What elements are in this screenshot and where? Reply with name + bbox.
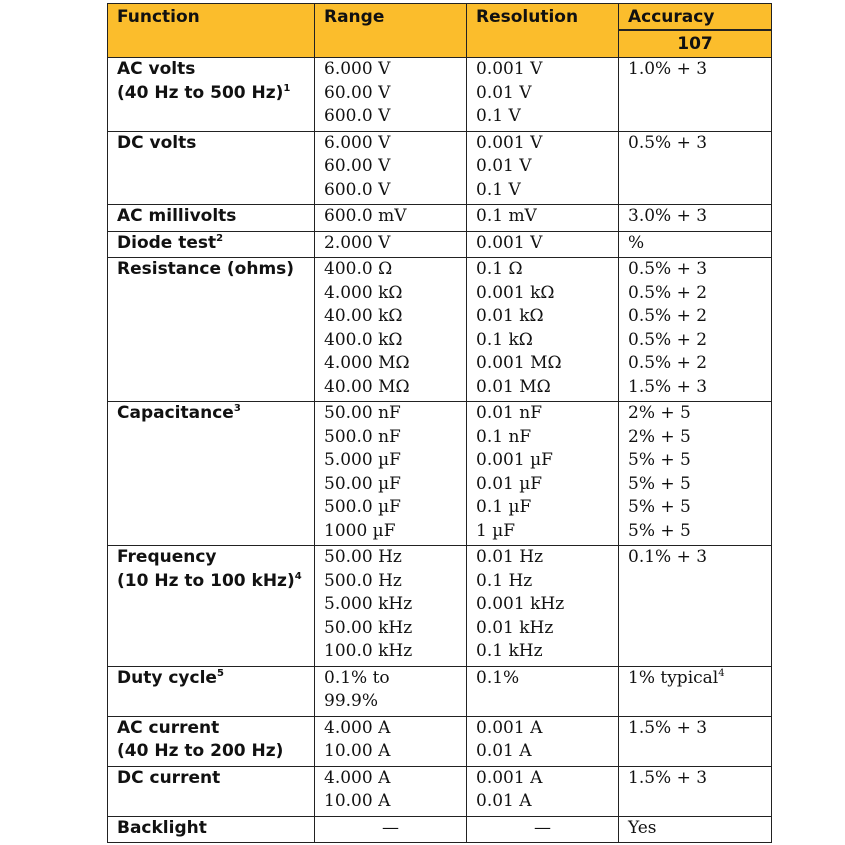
range-cell-text: 400.0 kΩ [324, 329, 403, 350]
range-cell [315, 546, 467, 667]
resolution-cell-line [476, 205, 618, 229]
footnote-marker: 4 [294, 570, 302, 582]
resolution-cell-text: — [534, 817, 551, 838]
resolution-cell-line [476, 402, 618, 426]
range-cell-text: 10.00 A [324, 741, 391, 761]
table-row [108, 816, 772, 843]
range-cell-line [324, 767, 466, 791]
range-cell [315, 231, 467, 258]
resolution-cell-text: 0.01 V [476, 156, 532, 176]
accuracy-cell-text: 5% + 5 [628, 497, 691, 517]
accuracy-cell [619, 131, 772, 205]
function-cell [108, 766, 315, 816]
resolution-cell-text: 0.001 kHz [476, 594, 565, 614]
accuracy-cell [619, 546, 772, 667]
range-cell [315, 258, 467, 402]
header-resolution: Resolution [467, 4, 619, 58]
range-cell-text: 40.00 MΩ [324, 376, 410, 397]
range-cell [315, 716, 467, 766]
range-cell-text: 100.0 kHz [324, 641, 413, 661]
range-cell-line [324, 496, 466, 520]
resolution-cell-line [476, 449, 618, 473]
accuracy-cell-text: 1.5% + 3 [628, 767, 708, 788]
range-cell-line [324, 617, 466, 641]
function-cell-text: Resistance (ohms) [117, 259, 295, 279]
range-cell-line [324, 82, 466, 106]
range-cell-line [324, 740, 466, 764]
accuracy-cell [619, 205, 772, 232]
range-cell-text: 600.0 V [324, 179, 391, 200]
resolution-cell-line [476, 640, 618, 664]
range-cell [315, 131, 467, 205]
accuracy-cell-text: 1.0% + 3 [628, 59, 708, 79]
range-cell-text: 500.0 Hz [324, 570, 402, 591]
resolution-cell-line [476, 473, 618, 497]
resolution-cell [467, 258, 619, 402]
accuracy-cell [619, 58, 772, 132]
table-row [108, 205, 772, 232]
accuracy-cell-text: 0.5% + 2 [628, 282, 708, 303]
range-cell-text: 6.000 V [324, 59, 391, 79]
resolution-cell-text: 0.01 µF [476, 473, 543, 494]
range-cell-text: 600.0 V [324, 106, 391, 126]
accuracy-cell-text: 0.5% + 3 [628, 259, 708, 279]
resolution-cell-text: 0.001 V [476, 132, 543, 153]
range-cell-text: 600.0 mV [324, 206, 407, 226]
accuracy-cell-line [628, 717, 771, 741]
range-cell-line [324, 426, 466, 450]
header-function: Function [108, 4, 315, 58]
function-cell-line [117, 817, 314, 841]
table-row [108, 666, 772, 716]
resolution-cell [467, 231, 619, 258]
range-cell-text: 5.000 kHz [324, 594, 413, 614]
header-model: 107 [619, 30, 772, 58]
resolution-cell-text: 0.01 Hz [476, 547, 544, 567]
range-cell-text: — [382, 817, 399, 838]
resolution-cell-text: 0.001 MΩ [476, 353, 562, 373]
range-cell-text: 50.00 µF [324, 473, 401, 494]
range-cell-text: 400.0 Ω [324, 259, 393, 279]
function-cell-text: Capacitance [117, 403, 234, 423]
resolution-cell-line [476, 717, 618, 741]
accuracy-cell-line [628, 58, 771, 82]
range-cell-line [324, 179, 466, 203]
range-cell-line [324, 329, 466, 353]
resolution-cell-text: 0.01 A [476, 791, 532, 811]
resolution-cell-line [476, 426, 618, 450]
range-cell-line [324, 376, 466, 400]
footnote-marker: 1 [283, 82, 291, 94]
range-cell-text: 4.000 kΩ [324, 282, 403, 303]
range-cell-text: 2.000 V [324, 232, 391, 253]
function-cell-line [117, 667, 314, 691]
function-cell [108, 816, 315, 843]
range-cell-line [324, 667, 466, 691]
range-cell-line [324, 402, 466, 426]
accuracy-cell-line [628, 376, 771, 400]
function-cell-text: Backlight [117, 817, 207, 838]
resolution-cell-line [476, 179, 618, 203]
function-cell [108, 716, 315, 766]
function-cell [108, 546, 315, 667]
resolution-cell-text: 0.001 A [476, 767, 543, 788]
range-cell-line [324, 593, 466, 617]
accuracy-cell-line [628, 449, 771, 473]
range-cell [315, 816, 467, 843]
resolution-cell-text: 0.1% [476, 667, 520, 688]
resolution-cell-text: 0.01 kΩ [476, 306, 544, 326]
range-cell-text: 4.000 A [324, 717, 391, 738]
table-row [108, 131, 772, 205]
range-cell-text: 60.00 V [324, 156, 391, 176]
accuracy-cell [619, 766, 772, 816]
resolution-cell-line [476, 817, 618, 841]
table-header [108, 4, 772, 58]
function-cell-line [117, 232, 314, 256]
range-cell-line [324, 690, 466, 714]
function-cell-text: Frequency [117, 547, 217, 567]
accuracy-cell-line [628, 402, 771, 426]
range-cell-text: 0.1% to [324, 667, 390, 688]
accuracy-cell-line [628, 546, 771, 570]
function-cell [108, 258, 315, 402]
function-cell-line [117, 740, 314, 764]
resolution-cell-text: 0.1 V [476, 106, 521, 126]
accuracy-cell-line [628, 282, 771, 306]
function-cell-line [117, 258, 314, 282]
table-row [108, 258, 772, 402]
resolution-cell-text: 0.01 V [476, 82, 532, 103]
range-cell-line [324, 473, 466, 497]
range-cell-text: 4.000 MΩ [324, 353, 410, 373]
table-row [108, 402, 772, 546]
resolution-cell-line [476, 58, 618, 82]
accuracy-cell-line [628, 205, 771, 229]
table-row [108, 766, 772, 816]
resolution-cell [467, 816, 619, 843]
accuracy-cell-text: 5% + 5 [628, 473, 691, 494]
resolution-cell-text: 0.01 A [476, 741, 532, 761]
resolution-cell-text: 0.001 A [476, 717, 543, 738]
range-cell-line [324, 232, 466, 256]
range-cell-line [324, 790, 466, 814]
range-cell-line [324, 155, 466, 179]
range-cell-text: 500.0 µF [324, 497, 401, 517]
range-cell-text: 1000 µF [324, 520, 396, 541]
range-cell-line [324, 520, 466, 544]
range-cell-line [324, 258, 466, 282]
range-cell-line [324, 58, 466, 82]
function-cell-line [117, 717, 314, 741]
range-cell-line [324, 817, 466, 841]
range-cell [315, 402, 467, 546]
accuracy-cell-line [628, 352, 771, 376]
resolution-cell-line [476, 258, 618, 282]
range-cell-line [324, 105, 466, 129]
range-cell-line [324, 305, 466, 329]
table-row [108, 716, 772, 766]
function-cell-text: (40 Hz to 500 Hz) [117, 82, 284, 103]
accuracy-cell-line [628, 817, 771, 841]
accuracy-cell-text: Yes [628, 817, 657, 838]
accuracy-cell-line [628, 767, 771, 791]
accuracy-cell-text: 0.5% + 2 [628, 329, 708, 350]
resolution-cell-line [476, 617, 618, 641]
resolution-cell-line [476, 667, 618, 691]
range-cell-line [324, 717, 466, 741]
function-cell [108, 231, 315, 258]
range-cell-line [324, 640, 466, 664]
header-range: Range [315, 4, 467, 58]
function-cell-line [117, 767, 314, 791]
range-cell-line [324, 132, 466, 156]
range-cell-line [324, 352, 466, 376]
function-cell-line [117, 546, 314, 570]
resolution-cell-line [476, 496, 618, 520]
function-cell-text: AC current [117, 717, 220, 738]
function-cell-line [117, 58, 314, 82]
accuracy-cell-text: 1% typical [628, 667, 719, 688]
range-cell-line [324, 205, 466, 229]
resolution-cell-text: 0.1 µF [476, 497, 532, 517]
resolution-cell [467, 131, 619, 205]
accuracy-cell-text: 2% + 5 [628, 426, 691, 447]
function-cell-text: (40 Hz to 200 Hz) [117, 741, 284, 761]
accuracy-cell-line [628, 520, 771, 544]
resolution-cell-text: 0.1 V [476, 179, 521, 200]
resolution-cell-line [476, 305, 618, 329]
resolution-cell-line [476, 593, 618, 617]
resolution-cell-text: 0.001 V [476, 232, 543, 253]
resolution-cell [467, 546, 619, 667]
accuracy-cell [619, 816, 772, 843]
range-cell-text: 50.00 Hz [324, 547, 402, 567]
table-row [108, 546, 772, 667]
function-cell-text: (10 Hz to 100 kHz) [117, 570, 295, 591]
range-cell-text: 99.9% [324, 691, 379, 711]
accuracy-cell-text: 3.0% + 3 [628, 206, 708, 226]
function-cell [108, 402, 315, 546]
resolution-cell-line [476, 329, 618, 353]
function-cell-line [117, 132, 314, 156]
resolution-cell-line [476, 520, 618, 544]
accuracy-cell-text: 2% + 5 [628, 403, 691, 423]
resolution-cell [467, 58, 619, 132]
range-cell-text: 500.0 nF [324, 426, 401, 447]
accuracy-cell-line [628, 132, 771, 156]
accuracy-cell-text: 0.5% + 2 [628, 306, 708, 326]
range-cell [315, 666, 467, 716]
function-cell-text: DC current [117, 767, 221, 788]
function-cell-text: AC millivolts [117, 206, 237, 226]
range-cell-line [324, 282, 466, 306]
resolution-cell-text: 0.1 nF [476, 426, 532, 447]
range-cell-text: 4.000 A [324, 767, 391, 788]
resolution-cell [467, 666, 619, 716]
resolution-cell-line [476, 740, 618, 764]
range-cell-text: 10.00 A [324, 791, 391, 811]
resolution-cell-text: 0.01 kHz [476, 617, 554, 638]
resolution-cell-line [476, 376, 618, 400]
table-row [108, 231, 772, 258]
resolution-cell-text: 0.1 Ω [476, 259, 523, 279]
resolution-cell-line [476, 570, 618, 594]
accuracy-cell-line [628, 667, 771, 691]
function-cell [108, 205, 315, 232]
range-cell [315, 58, 467, 132]
resolution-cell [467, 205, 619, 232]
accuracy-cell-line [628, 426, 771, 450]
accuracy-cell-line [628, 473, 771, 497]
accuracy-cell [619, 716, 772, 766]
footnote-marker: 2 [216, 232, 224, 244]
table-row [108, 58, 772, 132]
range-cell-text: 40.00 kΩ [324, 306, 403, 326]
function-cell-text: AC volts [117, 59, 196, 79]
range-cell-line [324, 449, 466, 473]
range-cell [315, 766, 467, 816]
table-body [108, 58, 772, 843]
resolution-cell-line [476, 352, 618, 376]
specifications-table [107, 3, 772, 843]
accuracy-cell-line [628, 496, 771, 520]
function-cell-text: Duty cycle [117, 667, 217, 688]
resolution-cell-text: 0.1 mV [476, 206, 537, 226]
range-cell-text: 5.000 µF [324, 450, 401, 470]
function-cell [108, 666, 315, 716]
accuracy-cell-line [628, 258, 771, 282]
resolution-cell-text: 1 µF [476, 520, 516, 541]
range-cell-text: 50.00 nF [324, 403, 401, 423]
resolution-cell-line [476, 105, 618, 129]
accuracy-cell-text: 0.1% + 3 [628, 547, 708, 567]
resolution-cell-line [476, 282, 618, 306]
resolution-cell-line [476, 232, 618, 256]
resolution-cell-line [476, 132, 618, 156]
accuracy-cell-text: % [628, 232, 645, 253]
header-accuracy: Accuracy [619, 4, 772, 31]
resolution-cell-text: 0.01 nF [476, 403, 542, 423]
accuracy-cell [619, 666, 772, 716]
resolution-cell-text: 0.1 Hz [476, 570, 533, 591]
resolution-cell-text: 0.001 µF [476, 450, 553, 470]
function-cell-text: DC volts [117, 132, 197, 153]
footnote-marker: 4 [718, 667, 725, 679]
accuracy-cell-line [628, 329, 771, 353]
function-cell [108, 131, 315, 205]
accuracy-cell-text: 1.5% + 3 [628, 376, 708, 397]
footnote-marker: 3 [233, 403, 241, 414]
accuracy-cell-line [628, 305, 771, 329]
function-cell-line [117, 402, 314, 426]
accuracy-cell-line [628, 232, 771, 256]
resolution-cell-line [476, 767, 618, 791]
accuracy-cell-text: 5% + 5 [628, 520, 691, 541]
resolution-cell-text: 0.1 kHz [476, 641, 543, 661]
accuracy-cell [619, 231, 772, 258]
resolution-cell-line [476, 155, 618, 179]
function-cell [108, 58, 315, 132]
resolution-cell-text: 0.1 kΩ [476, 329, 533, 350]
accuracy-cell [619, 402, 772, 546]
accuracy-cell-text: 1.5% + 3 [628, 717, 708, 738]
function-cell-line [117, 205, 314, 229]
resolution-cell-text: 0.01 MΩ [476, 376, 551, 397]
resolution-cell-text: 0.001 kΩ [476, 282, 555, 303]
resolution-cell-line [476, 82, 618, 106]
range-cell-line [324, 570, 466, 594]
resolution-cell [467, 716, 619, 766]
range-cell [315, 205, 467, 232]
range-cell-text: 60.00 V [324, 82, 391, 103]
function-cell-line [117, 570, 314, 594]
resolution-cell-text: 0.001 V [476, 59, 543, 79]
range-cell-line [324, 546, 466, 570]
resolution-cell-line [476, 546, 618, 570]
function-cell-text: Diode test [117, 232, 217, 253]
accuracy-cell-text: 0.5% + 3 [628, 132, 708, 153]
resolution-cell-line [476, 790, 618, 814]
accuracy-cell [619, 258, 772, 402]
range-cell-text: 50.00 kHz [324, 617, 413, 638]
accuracy-cell-text: 0.5% + 2 [628, 353, 708, 373]
resolution-cell [467, 402, 619, 546]
accuracy-cell-text: 5% + 5 [628, 450, 691, 470]
resolution-cell [467, 766, 619, 816]
footnote-marker: 5 [216, 667, 224, 679]
range-cell-text: 6.000 V [324, 132, 391, 153]
function-cell-line [117, 82, 314, 106]
